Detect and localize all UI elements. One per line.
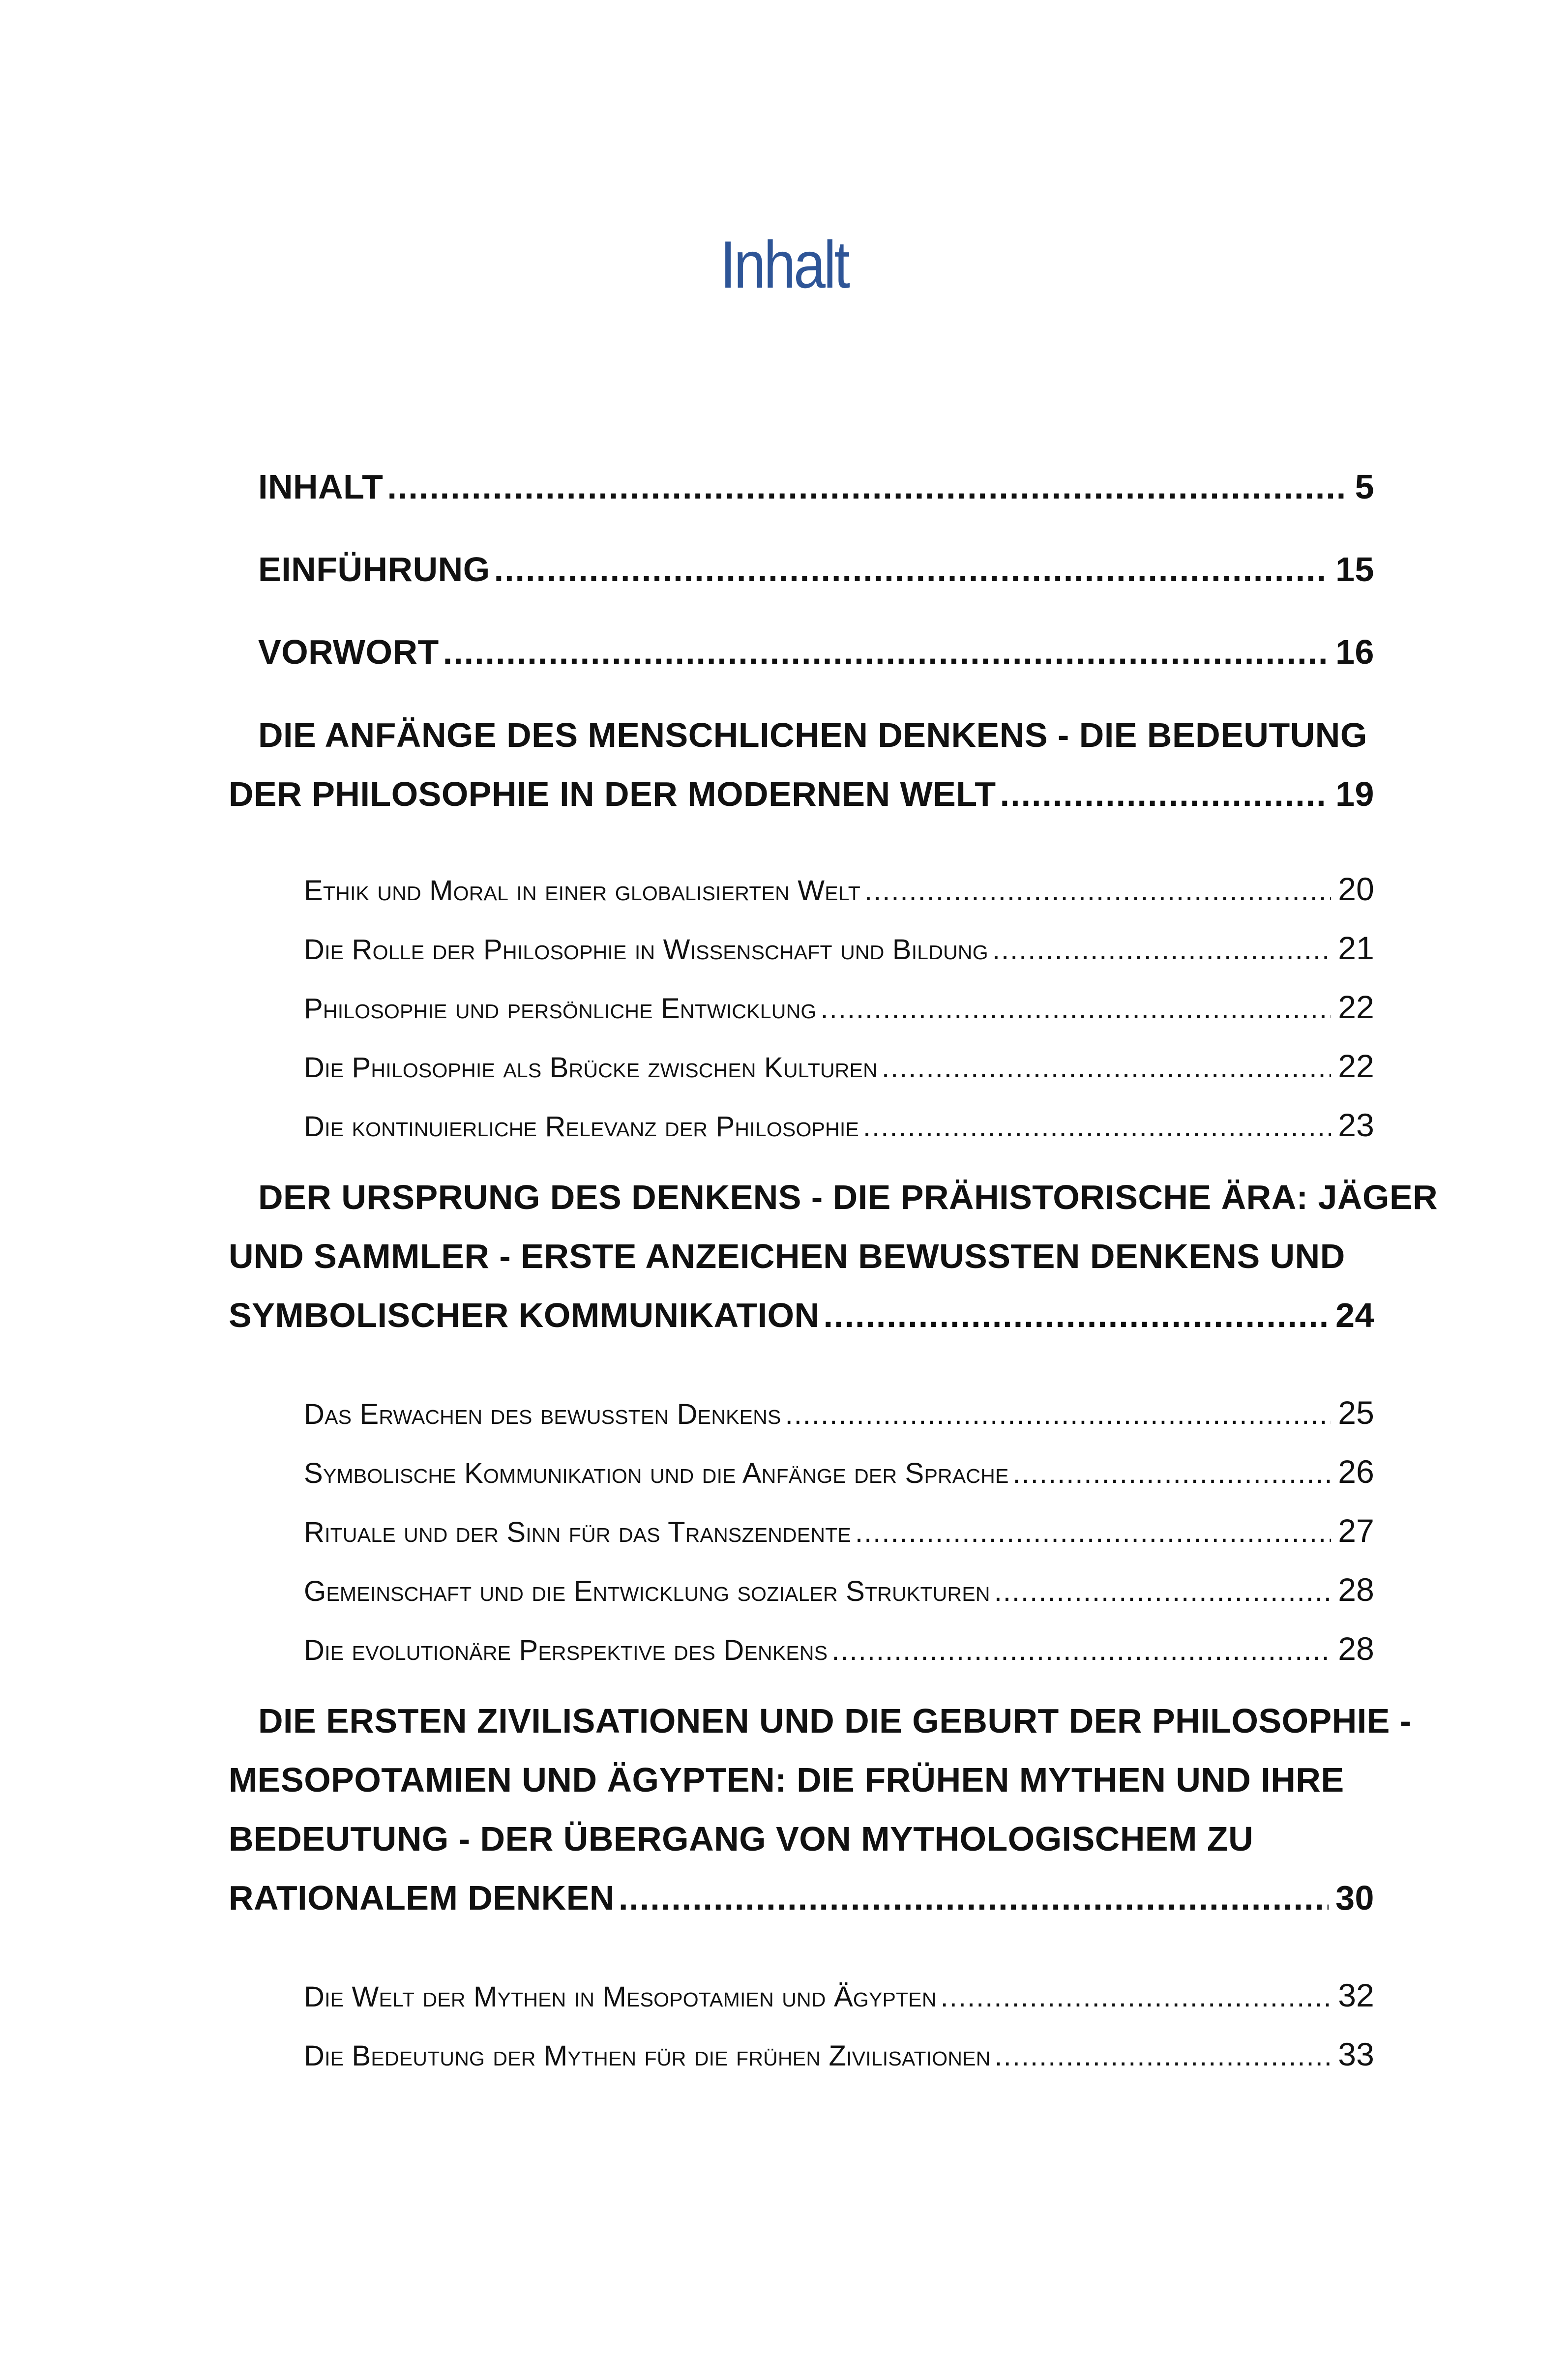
dot-leader <box>1013 1457 1331 1490</box>
toc-section[interactable] <box>304 1394 1374 1453</box>
toc-entry-title: DIE ERSTEN ZIVILISATIONEN UND DIE GEBURT DER PHILOSOPHIE - <box>258 1702 1412 1740</box>
toc-entry-title: SYMBOLISCHER KOMMUNIKATION <box>229 1296 820 1334</box>
toc-page-number: 28 <box>1338 1571 1374 1608</box>
toc-section[interactable] <box>304 929 1374 988</box>
dot-leader <box>863 1110 1331 1143</box>
toc-page-number: 20 <box>1338 871 1374 907</box>
toc-entry-title: Die Welt der Mythen in Mesopotamien und Ägypten <box>304 1981 937 2013</box>
dot-leader <box>820 992 1331 1025</box>
dot-leader <box>994 1575 1331 1608</box>
toc-page-number: 23 <box>1338 1107 1374 1143</box>
toc-entry-title: Die evolutionäre Perspektive des Denkens <box>304 1634 828 1666</box>
toc-entry-title: BEDEUTUNG - DER ÜBERGANG VON MYTHOLOGISCHEM ZU <box>229 1820 1254 1858</box>
toc-entry-title: EINFÜHRUNG <box>258 550 490 589</box>
toc-section[interactable] <box>304 1512 1374 1571</box>
dot-leader <box>992 933 1331 966</box>
toc-page-number: 21 <box>1338 930 1374 966</box>
toc-chapter[interactable] <box>229 550 1374 609</box>
toc-page-number: 25 <box>1338 1394 1374 1431</box>
toc-entry-title: Ethik und Moral in einer globalisierten Welt <box>304 875 860 907</box>
toc-chapter[interactable] <box>229 1178 1438 1355</box>
dot-leader <box>882 1051 1331 1084</box>
toc-entry-title: Das Erwachen des bewussten Denkens <box>304 1398 781 1430</box>
toc-section[interactable] <box>304 988 1374 1047</box>
toc-section[interactable] <box>304 2036 1374 2094</box>
toc-entry-title: RATIONALEM DENKEN <box>229 1879 615 1917</box>
toc-chapter[interactable] <box>229 715 1374 833</box>
toc-section[interactable] <box>304 1453 1374 1512</box>
toc-entry-title: DIE ANFÄNGE DES MENSCHLICHEN DENKENS - DIE BEDEUTUNG <box>258 716 1367 754</box>
dot-leader <box>855 1516 1331 1549</box>
dot-leader <box>941 1980 1331 2013</box>
toc-page-number: 19 <box>1335 775 1374 813</box>
dot-leader <box>831 1634 1331 1667</box>
toc-chapter[interactable] <box>229 1701 1412 1937</box>
toc-page-number: 22 <box>1338 1048 1374 1084</box>
toc-entry-title: Die Bedeutung der Mythen für die frühen Zivilisationen <box>304 2040 991 2072</box>
dot-leader <box>1000 774 1329 814</box>
toc-section[interactable] <box>304 1047 1374 1106</box>
toc-entry-title: MESOPOTAMIEN UND ÄGYPTEN: DIE FRÜHEN MYTHEN UND IHRE <box>229 1761 1344 1799</box>
dot-leader <box>443 632 1329 672</box>
toc-page-number: 27 <box>1338 1512 1374 1549</box>
dot-leader <box>785 1398 1331 1431</box>
toc-entry-title: Gemeinschaft und die Entwicklung sozialer Strukturen <box>304 1575 990 1607</box>
toc-entry-title: DER URSPRUNG DES DENKENS - DIE PRÄHISTORISCHE ÄRA: JÄGER <box>258 1178 1438 1216</box>
toc-section[interactable] <box>304 1106 1374 1165</box>
toc-section[interactable] <box>304 870 1374 929</box>
toc-page-number: 15 <box>1335 550 1374 589</box>
toc-chapter[interactable] <box>229 632 1374 691</box>
toc-entry-title: Die Philosophie als Brücke zwischen Kulturen <box>304 1052 878 1084</box>
dot-leader <box>387 467 1348 506</box>
toc-entry-title: VORWORT <box>258 633 439 671</box>
toc-page-number: 30 <box>1335 1879 1374 1917</box>
toc-page-number: 24 <box>1335 1296 1374 1334</box>
toc-page-number: 28 <box>1338 1630 1374 1667</box>
dot-leader <box>995 2039 1331 2072</box>
toc-entry-title: Rituale und der Sinn für das Transzendente <box>304 1516 852 1548</box>
dot-leader <box>824 1296 1329 1335</box>
toc-chapter[interactable] <box>229 467 1374 526</box>
toc-entry-title: Die kontinuierliche Relevanz der Philosophie <box>304 1111 859 1143</box>
dot-leader <box>864 874 1331 907</box>
dot-leader <box>494 550 1329 589</box>
toc-entry-title: Philosophie und persönliche Entwicklung <box>304 993 817 1025</box>
toc-page-number: 5 <box>1355 468 1374 506</box>
toc-section[interactable] <box>304 1571 1374 1630</box>
toc-page-number: 33 <box>1338 2036 1374 2072</box>
toc-entry-title: Die Rolle der Philosophie in Wissenschaft und Bildung <box>304 934 988 966</box>
toc-page-number: 32 <box>1338 1977 1374 2013</box>
toc-entry-title: DER PHILOSOPHIE IN DER MODERNEN WELT <box>229 775 996 813</box>
toc-section[interactable] <box>304 1976 1374 2036</box>
page-title: Inhalt <box>720 227 848 302</box>
toc-entry-title: Symbolische Kommunikation und die Anfänge der Sprache <box>304 1457 1009 1489</box>
toc-entry-title: INHALT <box>258 468 384 506</box>
toc-section[interactable] <box>304 1630 1374 1689</box>
toc-page-number: 16 <box>1335 633 1374 671</box>
toc-page-number: 22 <box>1338 989 1374 1025</box>
toc-entry-title: UND SAMMLER - ERSTE ANZEICHEN BEWUSSTEN DENKENS UND <box>229 1237 1345 1275</box>
dot-leader <box>619 1878 1329 1918</box>
toc-page-number: 26 <box>1338 1453 1374 1490</box>
